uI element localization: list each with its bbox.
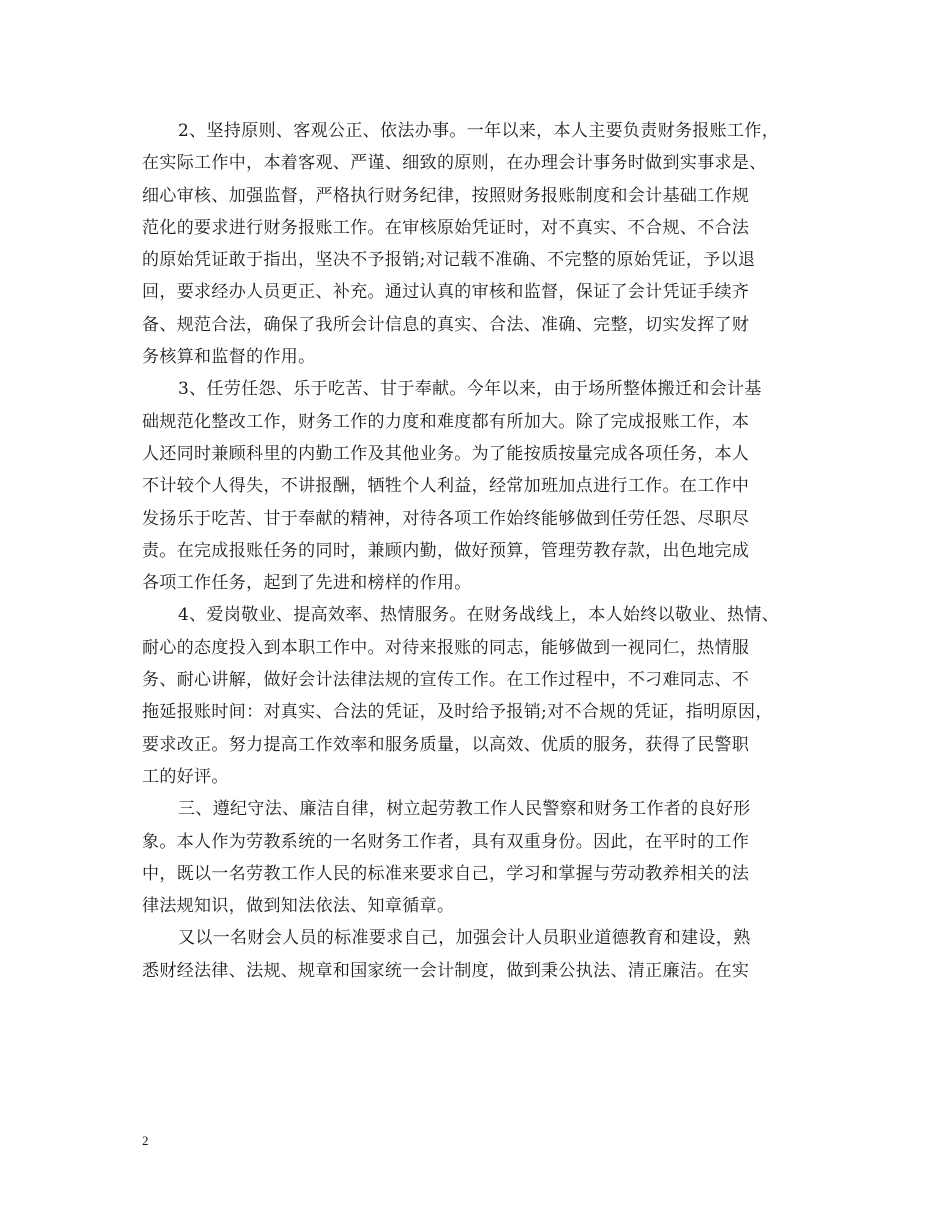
paragraph-section-3-discipline bbox=[142, 793, 822, 922]
paragraph-line: 2、坚持原则、客观公正、依法办事。一年以来，本人主要负责财务报账工作， bbox=[178, 121, 780, 141]
paragraph-line: 备、规范合法，确保了我所会计信息的真实、合法、准确、完整，切实发挥了财 bbox=[142, 314, 750, 335]
paragraph-line: 在实际工作中，本着客观、严谨、细致的原则，在办理会计事务时做到实事求是、 bbox=[142, 153, 767, 174]
paragraph-accounting-standards bbox=[142, 922, 822, 987]
paragraph-line: 律法规知识，做到知法依法、知章循章。 bbox=[142, 896, 455, 917]
paragraph-line: 回，要求经办人员更正、补充。通过认真的审核和监督，保证了会计凭证手续齐 bbox=[142, 282, 750, 303]
paragraph-line: 础规范化整改工作，财务工作的力度和难度都有所加大。除了完成报账工作，本 bbox=[142, 411, 750, 432]
paragraph-line: 范化的要求进行财务报账工作。在审核原始凭证时，对不真实、不合规、不合法 bbox=[142, 217, 750, 238]
paragraph-line: 务核算和监督的作用。 bbox=[142, 347, 316, 368]
paragraph-line: 务、耐心讲解，做好会计法律法规的宣传工作。在工作过程中，不刁难同志、不 bbox=[142, 670, 750, 691]
paragraph-line: 人还同时兼顾科里的内勤工作及其他业务。为了能按质按量完成各项任务，本人 bbox=[142, 443, 750, 464]
page-number: 2 bbox=[142, 1133, 149, 1148]
paragraph-line: 拖延报账时间：对真实、合法的凭证，及时给予报销;对不合规的凭证，指明原因， bbox=[142, 702, 773, 723]
paragraph-3-dedication bbox=[142, 373, 822, 599]
paragraph-line: 责。在完成报账任务的同时，兼顾内勤，做好预算，管理劳教存款，出色地完成 bbox=[142, 540, 750, 561]
paragraph-line: 的原始凭证敢于指出，坚决不予报销;对记载不准确、不完整的原始凭证，予以退 bbox=[142, 250, 756, 271]
paragraph-line: 三、遵纪守法、廉洁自律，树立起劳教工作人民警察和财务工作者的良好形 bbox=[178, 799, 751, 820]
paragraph-line: 象。本人作为劳教系统的一名财务工作者，具有双重身份。因此，在平时的工作 bbox=[142, 831, 750, 852]
paragraph-line: 中，既以一名劳教工作人民的标准来要求自己，学习和掌握与劳动教养相关的法 bbox=[142, 863, 750, 884]
paragraph-line: 发扬乐于吃苦、甘于奉献的精神，对待各项工作始终能够做到任劳任怨、尽职尽 bbox=[142, 508, 750, 529]
document-body bbox=[142, 115, 822, 987]
paragraph-line: 4、爱岗敬业、提高效率、热情服务。在财务战线上，本人始终以敬业、热情、 bbox=[178, 605, 780, 626]
paragraph-line: 又以一名财会人员的标准要求自己，加强会计人员职业道德教育和建设，熟 bbox=[178, 928, 751, 949]
paragraph-line: 要求改正。努力提高工作效率和服务质量，以高效、优质的服务，获得了民警职 bbox=[142, 734, 750, 755]
paragraph-line: 悉财经法律、法规、规章和国家统一会计制度，做到秉公执法、清正廉洁。在实 bbox=[142, 960, 750, 981]
paragraph-2-principles bbox=[142, 115, 822, 373]
paragraph-4-service bbox=[142, 599, 822, 793]
paragraph-line: 耐心的态度投入到本职工作中。对待来报账的同志，能够做到一视同仁，热情服 bbox=[142, 637, 750, 658]
paragraph-line: 细心审核、加强监督，严格执行财务纪律，按照财务报账制度和会计基础工作规 bbox=[142, 185, 750, 206]
paragraph-line: 3、任劳任怨、乐于吃苦、甘于奉献。今年以来，由于场所整体搬迁和会计基 bbox=[178, 379, 762, 400]
paragraph-line: 不计较个人得失，不讲报酬，牺牲个人利益，经常加班加点进行工作。在工作中 bbox=[142, 476, 750, 497]
paragraph-line: 工的好评。 bbox=[142, 766, 229, 787]
paragraph-line: 各项工作任务，起到了先进和榜样的作用。 bbox=[142, 573, 472, 594]
